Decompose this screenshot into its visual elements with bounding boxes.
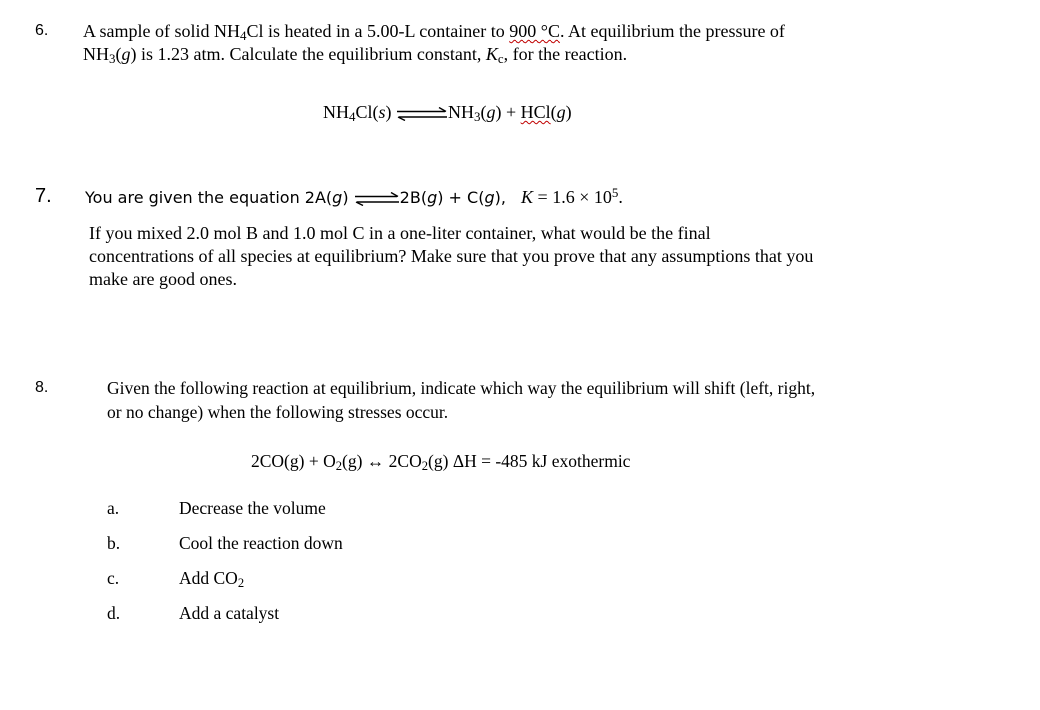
temperature-value: 900 °C (509, 21, 560, 41)
question-8-equation: $2CO(g) + O_2(g)$ ↔ $2CO_2(g) \Delta H = -485$ kJ exothermic (251, 451, 631, 474)
question-6-equation: $NH_4Cl(s) NH_3(g) + HCl(g)$ (323, 102, 572, 125)
option-b-letter: b. (107, 533, 121, 553)
question-7-line-1: If you mixed 2.0 mol B and 1.0 mol C in a one-liter container, what would be the final (89, 223, 711, 243)
question-6-line-2: $NH_3(g)$ is 1.23 atm. Calculate the equilibrium constant, $K_c$, for the reaction. (83, 44, 628, 67)
option-c-letter: c. (107, 568, 120, 588)
question-8-number: 8. (35, 379, 49, 396)
question-6-number: 6. (35, 22, 49, 39)
question-8-line-2: or no change) when the following stresses occur. (107, 402, 449, 422)
equilibrium-arrow-icon (396, 107, 448, 121)
option-a-text: Decrease the volume (179, 498, 326, 518)
question-7-line-2: concentrations of all species at equilibrium? Make sure that you prove that any assumptions that you (89, 246, 814, 266)
question-6-line-1: A sample of solid $NH_4Cl$ is heated in a 5.00-L container to 900 °C. At equilibrium the pressure of (83, 21, 785, 44)
question-8-line-1: Given the following reaction at equilibrium, indicate which way the equilibrium will shift (left, right, (107, 378, 816, 398)
option-d-letter: d. (107, 603, 121, 623)
hcl-term: HCl (520, 102, 551, 122)
question-7-equation-line: You are given the equation 2A(g) 2B(g) + C(g), $K = 1.6 \times 10^5$. (85, 185, 623, 207)
option-d-text: Add a catalyst (179, 603, 280, 623)
option-c-text: Add $CO_2$ (179, 568, 245, 591)
option-b-text: Cool the reaction down (179, 533, 343, 553)
equilibrium-arrow-icon (354, 192, 400, 206)
question-7-line-3: make are good ones. (89, 269, 237, 289)
question-7-number: 7. (35, 185, 52, 207)
option-a-letter: a. (107, 498, 120, 518)
